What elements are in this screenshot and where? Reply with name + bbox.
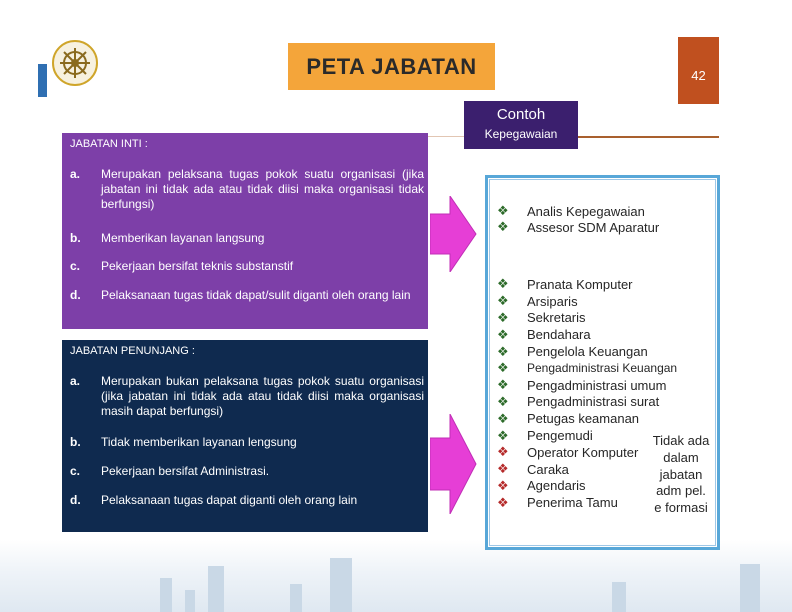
list-item: ❖ Analis Kepegawaian [497,203,645,219]
page-title: PETA JABATAN [288,43,495,90]
diamond-bullet-icon: ❖ [497,293,509,309]
list-item: ❖ Pengadministrasi umum [497,377,667,393]
diamond-bullet-icon: ❖ [497,276,509,292]
core-item-b [70,231,424,246]
example-label-line2: Kepegawaian [484,127,558,141]
diamond-bullet-icon: ❖ [497,444,509,460]
item-text: Pelaksanaan tugas tidak dapat/sulit diganti oleh orang lain [101,288,411,302]
core-item-d [70,288,424,303]
diamond-bullet-icon: ❖ [497,377,509,393]
list-item: ❖ Bendahara [497,326,591,343]
diamond-bullet-icon: ❖ [497,219,509,234]
diamond-bullet-icon: ❖ [497,360,509,376]
example-label-line1: Contoh [496,106,546,123]
item-label: c. [70,464,81,478]
support-item-b [70,435,424,450]
note-line: adm pel. [656,483,706,499]
note-line: e formasi [654,500,708,516]
list-item: ❖ Pengadministrasi Keuangan [497,360,678,376]
note-line: dalam [663,449,699,465]
item-text: Pekerjaan bersifat Administrasi. [101,464,270,478]
formation-note [645,433,717,517]
core-examples-list [497,203,659,235]
list-item: ❖ Operator Komputer [497,444,639,460]
ship-wheel-emblem-icon [52,40,98,86]
support-item-d [70,493,424,508]
list-item: ❖ Sekretaris [497,309,586,326]
core-position-heading: JABATAN INTI : [70,138,148,150]
list-item: ❖ Pranata Komputer [497,276,633,292]
list-item: ❖ Pengadministrasi surat [497,393,660,410]
diamond-bullet-icon: ❖ [497,343,509,359]
item-text: Tidak memberikan layanan lengsung [101,435,297,449]
note-line: jabatan [659,466,703,482]
core-item-a [70,167,424,212]
item-label: b. [70,435,81,449]
diamond-bullet-icon: ❖ [497,461,509,477]
diamond-bullet-icon: ❖ [497,393,509,409]
diamond-bullet-icon: ❖ [497,494,509,510]
support-position-panel [62,340,428,532]
item-text: Merupakan bukan pelaksana tugas pokok suatu organisasi (jika jabatan ini tidak ada atau tidak diisi maka organisasi masih dapat berfungsi) [101,374,424,418]
list-item: ❖ Caraka [497,461,569,477]
diamond-bullet-icon: ❖ [497,477,509,493]
list-item: ❖ Petugas keamanan [497,410,640,427]
note-line: Tidak ada [652,433,710,448]
list-item: ❖ Pengelola Keuangan [497,343,648,360]
list-item: ❖ Penerima Tamu [497,494,618,511]
diamond-bullet-icon: ❖ [497,326,509,342]
bottom-decoration [0,540,792,612]
item-label: a. [70,167,81,181]
logo-accent-bar [38,64,47,97]
right-arrow-icon [430,196,478,272]
item-text: Memberikan layanan langsung [101,231,265,245]
support-item-a [70,374,424,419]
page-number: 42 [678,37,719,104]
header-divider-right [575,136,719,138]
diamond-bullet-icon: ❖ [497,203,509,218]
item-text: Merupakan pelaksana tugas pokok suatu organisasi (jika jabatan ini tidak ada atau tidak diisi maka organisasi tidak berfungsi) [101,167,424,211]
item-text: Pekerjaan bersifat teknis substanstif [101,259,294,273]
diamond-bullet-icon: ❖ [497,410,509,426]
item-label: d. [70,493,81,507]
diamond-bullet-icon: ❖ [497,427,509,443]
list-item: ❖ Arsiparis [497,293,578,309]
core-item-c [70,259,424,274]
support-item-c [70,464,424,479]
right-arrow-icon [430,414,478,514]
item-text: Pelaksanaan tugas dapat diganti oleh orang lain [101,493,358,507]
core-position-panel [62,133,428,329]
list-item: ❖ Agendaris [497,477,586,494]
item-label: d. [70,288,81,302]
item-label: c. [70,259,81,273]
list-item: ❖ Assesor SDM Aparatur [497,219,660,235]
example-label [464,101,578,149]
support-position-heading: JABATAN PENUNJANG : [70,345,195,357]
item-label: a. [70,374,81,388]
list-item: ❖ Pengemudi [497,427,593,444]
item-label: b. [70,231,81,245]
diamond-bullet-icon: ❖ [497,309,509,325]
